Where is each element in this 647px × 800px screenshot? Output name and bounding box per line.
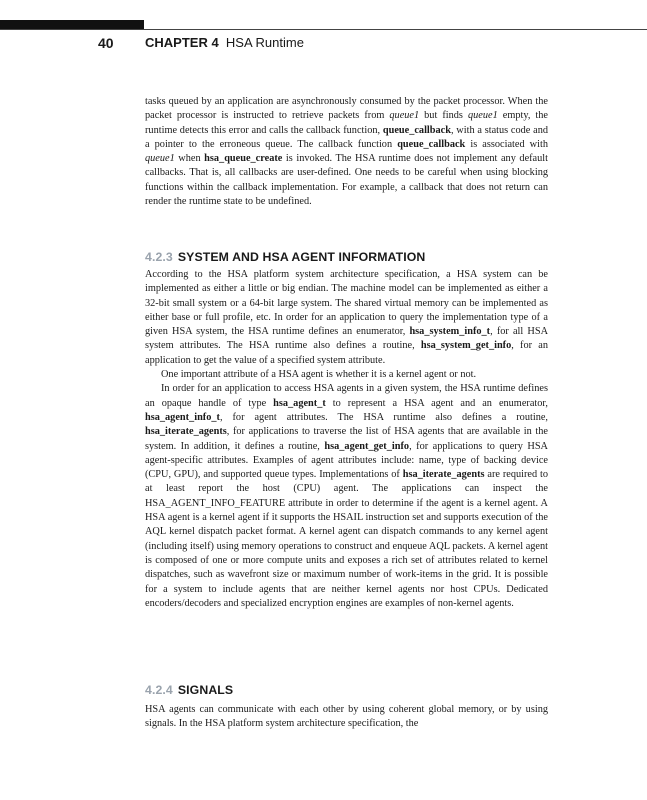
body-text-4-2-3: [145, 268, 548, 611]
type-name: hsa_agent_info_t: [145, 411, 220, 423]
header-rule: [0, 29, 647, 30]
chapter-title: HSA Runtime: [225, 35, 304, 50]
paragraph: One important attribute of a HSA agent is whether it is a kernel agent or not.: [161, 369, 477, 381]
chapter-heading: [145, 35, 304, 50]
paragraph: According to the HSA platform system architecture specification, a HSA system can be implemented as either a little or big endian. The machine model can be implemented as either a 32-bit small system or a 64-bit large system. The shared virtual memory can be implemented as either base or full profile, etc. In order for an application to query the implementation type of a given HSA system, the HSA runtime defines an enumerator, hsa_system_info_t, for all HSA system attributes. The HSA runtime also defines a routine, hsa_system_get_info, for an application to get the value of a specified system attribute.: [145, 269, 549, 366]
section-title: SIGNALS: [177, 683, 234, 697]
paragraph: HSA agents can communicate with each other by using coherent global memory, or by using signals. In the HSA platform system architecture specification, the: [145, 704, 548, 730]
code-term: queue1: [145, 153, 175, 165]
section-number: 4.2.3: [145, 250, 173, 264]
section-heading-4-2-4: [145, 683, 548, 697]
chapter-label: CHAPTER 4: [145, 35, 219, 50]
function-name: queue_callback: [397, 138, 466, 150]
body-text-top: [145, 95, 548, 209]
section-heading-4-2-3: [145, 250, 548, 264]
page-number: 40: [98, 35, 114, 51]
code-term: queue1: [467, 110, 498, 122]
function-name: hsa_agent_get_info: [324, 440, 410, 452]
running-header: [0, 35, 647, 53]
function-name: queue_callback: [382, 124, 451, 136]
function-name: hsa_iterate_agents: [145, 426, 227, 438]
section-title: SYSTEM AND HSA AGENT INFORMATION: [177, 250, 426, 264]
body-text-4-2-4: [145, 703, 548, 732]
function-name: hsa_iterate_agents: [402, 469, 485, 481]
code-term: queue1: [389, 110, 420, 122]
function-name: hsa_queue_create: [204, 153, 283, 165]
function-name: hsa_system_info_t: [409, 326, 491, 338]
function-name: hsa_system_get_info: [420, 340, 512, 352]
type-name: hsa_agent_t: [273, 397, 326, 409]
section-number: 4.2.4: [145, 683, 173, 697]
paragraph: In order for an application to access HSA agents in a given system, the HSA runtime defines an opaque handle of type hsa_agent_t to represent a HSA agent and an enumerator, hsa_agent_info_t, for agent attributes. The HSA runtime also defines a routine, hsa_iterate_agents, for applications to traverse the list of HSA agents that are available in the system. In addition, it defines a routine, hsa_agent_get_info, for applications to query HSA agent-specific attributes. Examples of agent attributes include: name, type of backing device (CPU, GPU), and supported queue types. Implementations of hsa_iterate_agents are required to at least report the host (CPU) agent. The applications can inspect the HSA_AGENT_INFO_FEATURE attribute in order to determine if the agent is a kernel agent. A HSA agent is a kernel agent if it supports the HSAIL instruction set and supports execution of the AQL kernel dispatch packet format. A kernel agent can dispatch commands to any kernel agent (including itself) using memory operations to construct and enqueue AQL packets. A kernel agent is composed of one or more compute units and exposes a rich set of attributes related to kernel dispatches, such as wavefront size or maximum number of work-items in the grid. It is possible for a system to include agents that are neither kernel agents nor host CPUs. Dedicated encoders/decoders and specialized encryption engines are examples of non-kernel agents.: [145, 383, 548, 609]
paragraph: tasks queued by an application are asynchronously consumed by the packet processor. When the packet processor is instructed to retrieve packets from queue1 but finds queue1 empty, the runtime detects this error and calls the callback function, queue_callback, with a status code and a pointer to the erroneous queue. The callback function queue_callback is associated with queue1 when hsa_queue_create is invoked. The HSA runtime does not implement any default callbacks. That is, all callbacks are user-defined. One needs to be careful when using blocking functions within the callback implementation. For example, a callback that does not return can render the runtime state to be undefined.: [145, 96, 549, 208]
